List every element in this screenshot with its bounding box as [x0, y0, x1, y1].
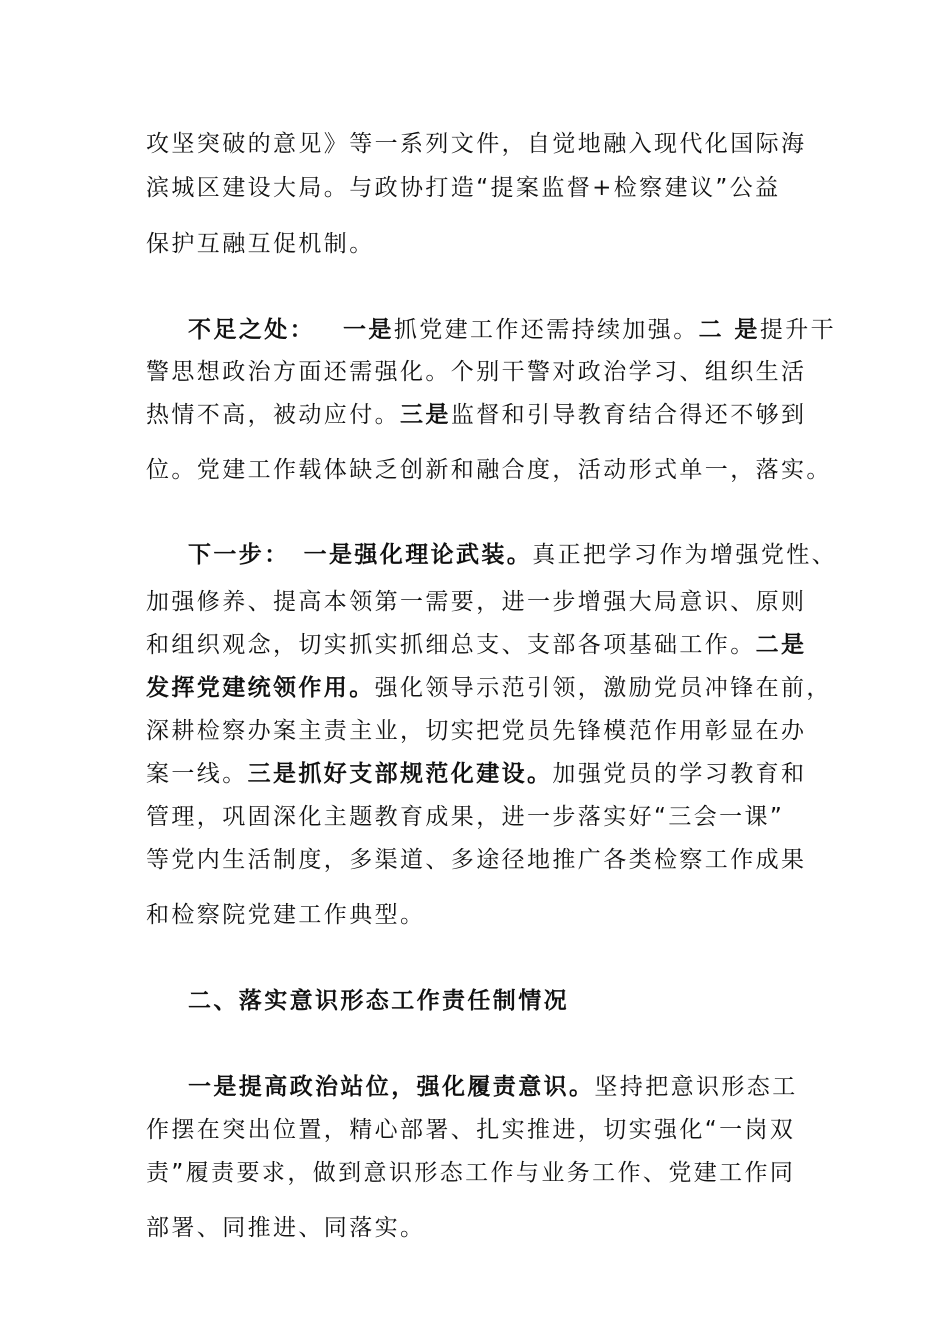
point-heading: 三是抓好支部规范化建设。	[247, 761, 553, 787]
paragraph-line: 等党内生活制度，多渠道、多途径地推广各类检察工作成果	[146, 847, 807, 873]
paragraph-line: 加强修养、提高本领第一需要，进一步增强大局意识、原则	[146, 589, 807, 615]
paragraph-line: 深耕检察办案主责主业，切实把党员先锋模范作用彰显在办	[146, 718, 807, 744]
shortcomings-label: 不足之处：	[188, 317, 315, 343]
paragraph-line: 作摆在突出位置，精心部署、扎实推进，切实强化“一岗双	[146, 1117, 796, 1143]
paragraph-line: 警思想政治方面还需强化。个别干警对政治学习、组织生活	[146, 359, 807, 385]
paragraph-line: 保护互融互促机制。	[146, 231, 375, 257]
paragraph-line	[188, 1067, 808, 1107]
point-text: 强化领导示范引领，激励党员冲锋在前，	[374, 675, 832, 701]
point-text: 坚持把意识形态工	[594, 1074, 798, 1100]
paragraph-line	[146, 668, 832, 708]
point-text: 抓党建工作还需持续加强。	[393, 317, 699, 343]
paragraph-line: 管理，巩固深化主题教育成果，进一步落实好“三会一课”	[146, 804, 785, 830]
paragraph-line: 责”履责要求，做到意识形态工作与业务工作、党建工作同	[146, 1160, 796, 1186]
point-heading: 一是强化理论武装。	[303, 542, 533, 568]
paragraph-line	[146, 395, 806, 435]
next-steps-line	[188, 535, 838, 575]
point-text: 监督和引导教育结合得还不够到	[450, 402, 807, 428]
paragraph-line: 和检察院党建工作典型。	[146, 902, 426, 928]
paragraph-line: 部署、同推进、同落实。	[146, 1215, 426, 1241]
point-text: 真正把学习作为增强党性、	[532, 542, 838, 568]
point-text: 和组织观念，切实抓实抓细总支、支部各项基础工作。	[146, 632, 756, 658]
point-heading: 一是提高政治站位，强化履责意识。	[188, 1074, 595, 1100]
point-text: 加强党员的学习教育和	[552, 761, 807, 787]
point-marker: 二是	[755, 632, 807, 658]
paragraph-line: 位。党建工作载体缺乏创新和融合度，活动形式单一，落实。	[146, 457, 832, 483]
section-heading: 二、落实意识形态工作责任制情况	[188, 988, 569, 1014]
point-text: 案一线。	[146, 761, 248, 787]
paragraph-line	[146, 754, 806, 794]
point-text: 热情不高，被动应付。	[146, 402, 400, 428]
next-steps-label: 下一步：	[188, 542, 290, 568]
paragraph-line	[146, 625, 806, 665]
point-marker: 一是	[343, 317, 394, 343]
point-marker: 二 是	[698, 317, 760, 343]
point-heading: 发挥党建统领作用。	[146, 675, 375, 701]
point-text: 提升干	[759, 317, 837, 343]
paragraph-line: 滨城区建设大局。与政协打造“提案监督+检察建议”公益	[146, 175, 781, 201]
shortcomings-line	[188, 310, 837, 350]
point-marker: 三是	[400, 402, 451, 428]
paragraph-line: 攻坚突破的意见》等一系列文件，自觉地融入现代化国际海	[146, 131, 807, 157]
